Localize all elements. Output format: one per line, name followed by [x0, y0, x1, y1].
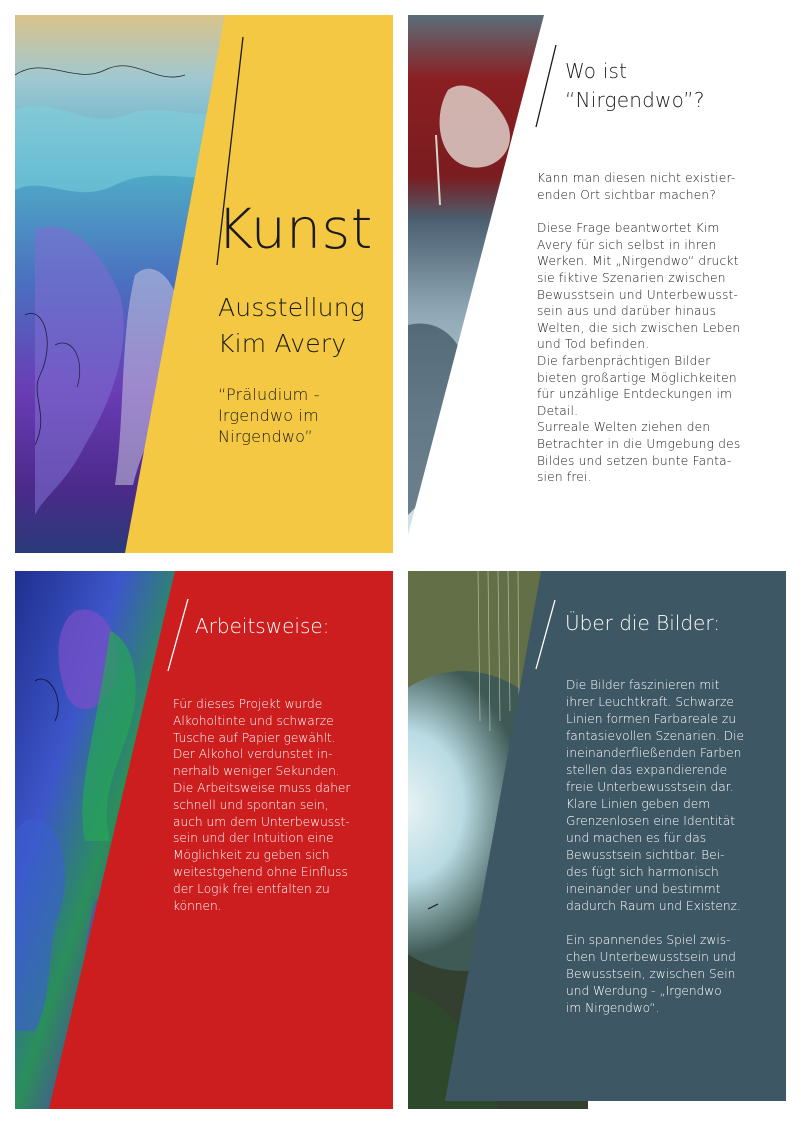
subtitle-line: Ausstellung	[218, 293, 365, 322]
text-line: Kann man diesen nicht existier-	[537, 171, 736, 185]
text-line: im Nirgendwo“.	[566, 1001, 660, 1015]
text-line: können.	[173, 898, 222, 913]
text-line: sien frei.	[537, 470, 592, 485]
text-line: und Tod befinden.	[537, 337, 650, 352]
artwork-image	[15, 15, 393, 553]
text-line: Möglichkeit zu geben sich	[173, 848, 330, 863]
text-line: und Werdung - „Irgendwo	[566, 984, 722, 998]
text-line: Ein spannendes Spiel zwis-	[566, 933, 731, 947]
text-line: auch um dem Unterbewusst-	[173, 814, 350, 829]
text-line: weitestgehend ohne Einfluss	[173, 864, 348, 879]
quote-line: “Präludium -	[218, 385, 320, 404]
text-line: stellen das expandierende	[566, 763, 728, 777]
text-line: Welten, die sich zwischen Leben	[537, 320, 741, 335]
text-line: ineinander und bestimmt	[566, 882, 721, 896]
text-line: enden Ort sichtbar machen?	[537, 187, 716, 202]
heading-line: “Nirgendwo”?	[565, 88, 705, 112]
text-line: Tusche auf Papier gewählt.	[173, 730, 336, 745]
paragraph	[566, 932, 781, 1017]
text-line: chen Unterbewusstsein und	[566, 950, 736, 964]
text-line: dadurch Raum und Existenz.	[566, 899, 741, 913]
exhibition-quote	[218, 384, 320, 447]
text-line: Bewusstsein, zwischen Sein	[566, 967, 736, 981]
text-line: ihrer Leuchtkraft. Schwarze	[566, 695, 734, 709]
text-line: Betrachter in die Umgebung des	[537, 436, 741, 451]
paragraph	[566, 677, 781, 915]
text-line: sein und der Intuition eine	[173, 831, 334, 846]
exhibition-subtitle	[218, 290, 365, 362]
text-line: bieten großartige Möglichkeiten	[537, 370, 737, 385]
text-line: schnell und spontan sein,	[173, 797, 329, 812]
text-line: der Logik frei entfalten zu	[173, 881, 330, 896]
quote-line: Irgendwo im	[218, 406, 319, 425]
panel-kunst	[15, 15, 393, 553]
text-line: Bildes und setzen bunte Fanta-	[537, 453, 732, 468]
text-line: Klare Linien geben dem	[566, 797, 711, 811]
paragraph	[537, 220, 773, 486]
text-line: Detail.	[537, 403, 579, 418]
text-line: sie fiktive Szenarien zwischen	[537, 270, 726, 285]
text-line: Linien formen Farbareale zu	[566, 712, 737, 726]
section-heading: Über die Bilder:	[565, 611, 720, 635]
text-line: Bewusstsein und Unterbewusst-	[537, 287, 739, 302]
text-line: sein aus und darüber hinaus	[537, 304, 717, 319]
text-line: und machen es für das	[566, 831, 707, 845]
page-title: Kunst	[217, 197, 373, 261]
text-line: Bewusstsein sichtbar. Bei-	[566, 848, 725, 862]
text-line: Alkoholtinte und schwarze	[173, 713, 334, 728]
panel-ueber-die-bilder	[408, 571, 786, 1109]
text-line: ineinanderfließenden Farben	[566, 746, 742, 760]
text-line: Werken. Mit „Nirgendwo“ druckt	[537, 254, 739, 269]
text-line: des fügt sich harmonisch	[566, 865, 719, 879]
body-text	[566, 677, 781, 1017]
text-line: freie Unterbewusstsein dar.	[566, 780, 734, 794]
subtitle-line: Kim Avery	[218, 329, 347, 358]
text-line: nerhalb weniger Sekunden.	[173, 764, 340, 779]
body-text	[173, 696, 393, 914]
paragraph	[537, 170, 773, 203]
text-line: Die farbenprächtigen Bilder	[537, 353, 711, 368]
text-line: Avery für sich selbst in ihren	[537, 237, 717, 252]
text-line: Für dieses Projekt wurde	[173, 697, 323, 711]
text-line: Die Arbeitsweise muss daher	[173, 780, 351, 795]
text-line: Grenzenlosen eine Identität	[566, 814, 736, 828]
panel-wo-ist-nirgendwo	[408, 15, 786, 553]
heading-line: Wo ist	[565, 59, 628, 83]
body-text	[537, 170, 773, 486]
quote-line: Nirgendwo”	[218, 427, 314, 446]
text-line: Surreale Welten ziehen den	[537, 420, 711, 435]
text-line: für unzählige Entdeckungen im	[537, 387, 733, 402]
section-heading	[565, 57, 705, 115]
text-line: Diese Frage beantwortet Kim	[537, 221, 720, 236]
text-line: fantasievollen Szenarien. Die	[566, 729, 744, 743]
section-heading: Arbeitsweise:	[195, 614, 330, 638]
text-line: Die Bilder faszinieren mit	[566, 678, 720, 692]
text-line: Der Alkohol verdunstet in-	[173, 747, 333, 762]
panel-arbeitsweise	[15, 571, 393, 1109]
